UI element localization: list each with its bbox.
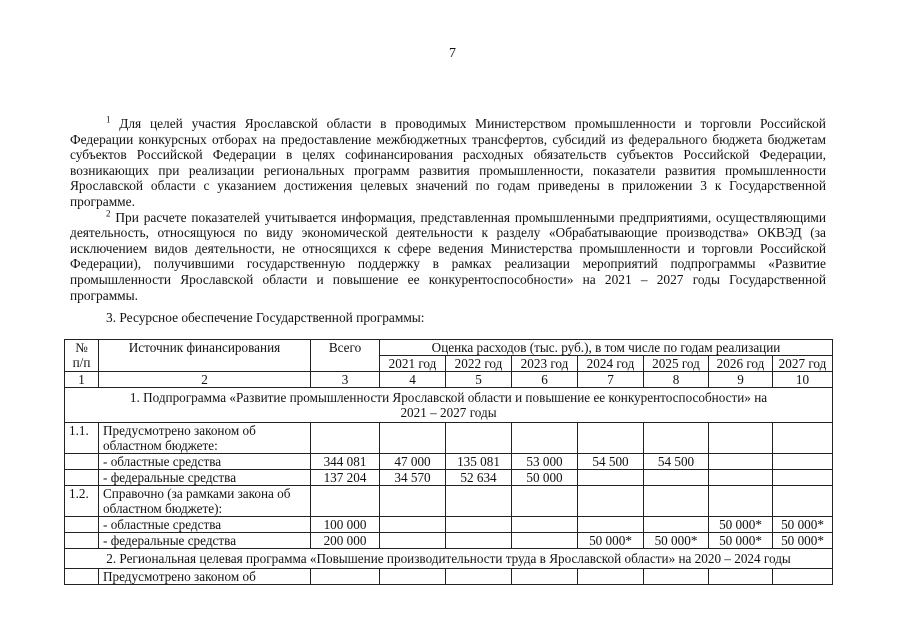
row-1-2-regional-value <box>578 517 644 533</box>
row-1-1-regional-value <box>773 454 833 470</box>
row-1-1-regional <box>65 454 833 470</box>
header-num: № п/п <box>65 340 99 372</box>
header-year: 2027 год <box>773 356 833 372</box>
empty-cell <box>311 423 380 454</box>
empty-cell <box>709 486 773 517</box>
empty-cell <box>512 486 578 517</box>
column-number: 4 <box>380 372 446 388</box>
row-1-1-label-text: Предусмотрено законом об областном бюджете: <box>99 423 311 454</box>
row-1-2-regional-value: 50 000* <box>773 517 833 533</box>
footnote-1-text: Для целей участия Ярославской области в проводимых Министерством промышленности и торговли Российской Федерации конкурсных отборах на предоставление межбюджетных трансфертов, субсидий из федерального бюджета бюджетам субъектов Российской Федерации в целях софинансирования расходных обязательств субъектов Российской Федерации, возникающих при реализации региональных программ развития промышленности, показатели развития промышленности Ярославской области с указанием достижения целевых значений по годам приведены в приложении 3 к Государственной программе. <box>70 116 826 209</box>
row-1-2-federal-total: 200 000 <box>311 533 380 549</box>
row-1-2-federal-value: 50 000* <box>644 533 709 549</box>
empty-cell <box>644 569 709 585</box>
header-estimate: Оценка расходов (тыс. руб.), в том числе по годам реализации <box>380 340 833 356</box>
row-1-1-federal-total: 137 204 <box>311 470 380 486</box>
empty-cell <box>380 486 446 517</box>
row-1-2-federal-value <box>446 533 512 549</box>
row-1-2-federal-value: 50 000* <box>773 533 833 549</box>
header-row-1 <box>65 340 833 356</box>
row-1-2-num: 1.2. <box>65 486 99 517</box>
footnote-2 <box>70 210 826 304</box>
empty-cell <box>709 423 773 454</box>
row-1-1-federal-value <box>578 470 644 486</box>
empty-cell <box>773 486 833 517</box>
row-1-1-regional-value: 53 000 <box>512 454 578 470</box>
row-1-1-regional-value: 54 500 <box>644 454 709 470</box>
header-year: 2021 год <box>380 356 446 372</box>
header-year: 2026 год <box>709 356 773 372</box>
empty-cell <box>65 454 99 470</box>
row-1-2-regional <box>65 517 833 533</box>
subprogram-1-title-row <box>65 388 833 423</box>
row-1-2-federal-value: 50 000* <box>578 533 644 549</box>
column-number: 9 <box>709 372 773 388</box>
row-1-1-federal-value: 52 634 <box>446 470 512 486</box>
empty-cell <box>65 533 99 549</box>
header-year: 2025 год <box>644 356 709 372</box>
footnote-1 <box>70 116 826 210</box>
program-2-title: 2. Региональная целевая программа «Повышение производительности труда в Ярославской области» на 2020 – 2024 годы <box>65 549 833 569</box>
column-number: 5 <box>446 372 512 388</box>
row-2-1-label-text: Предусмотрено законом об <box>99 569 311 585</box>
empty-cell <box>446 569 512 585</box>
footnote-1-mark: 1 <box>106 114 111 125</box>
subprogram-1-title: 1. Подпрограмма «Развитие промышленности Ярославской области и повышение ее конкурентоспособности» на 2021 – 2027 годы <box>65 388 833 423</box>
resource-table <box>64 339 833 585</box>
empty-cell <box>512 569 578 585</box>
row-1-1-federal-value: 50 000 <box>512 470 578 486</box>
program-2-title-row <box>65 549 833 569</box>
header-year: 2023 год <box>512 356 578 372</box>
row-1-1-federal <box>65 470 833 486</box>
empty-cell <box>65 569 99 585</box>
column-number: 3 <box>311 372 380 388</box>
column-number: 6 <box>512 372 578 388</box>
column-number-row <box>65 372 833 388</box>
row-1-2-federal-label: - федеральные средства <box>99 533 311 549</box>
row-1-2-federal-value <box>380 533 446 549</box>
row-1-2-label-text: Справочно (за рамками закона об областном бюджете): <box>99 486 311 517</box>
row-1-1-regional-label: - областные средства <box>99 454 311 470</box>
row-1-1-regional-value: 47 000 <box>380 454 446 470</box>
row-1-1-num: 1.1. <box>65 423 99 454</box>
column-number: 8 <box>644 372 709 388</box>
footnotes <box>70 116 826 303</box>
row-1-1-federal-value <box>773 470 833 486</box>
column-number: 2 <box>99 372 311 388</box>
empty-cell <box>578 486 644 517</box>
row-1-2-regional-value <box>446 517 512 533</box>
row-1-2-regional-value <box>512 517 578 533</box>
row-1-1-federal-value <box>644 470 709 486</box>
header-source: Источник финансирования <box>99 340 311 372</box>
header-year: 2022 год <box>446 356 512 372</box>
empty-cell <box>446 486 512 517</box>
column-number: 10 <box>773 372 833 388</box>
empty-cell <box>644 486 709 517</box>
empty-cell <box>578 569 644 585</box>
column-number: 1 <box>65 372 99 388</box>
row-1-2-federal-value: 50 000* <box>709 533 773 549</box>
page-number: 7 <box>449 46 456 61</box>
row-1-2-regional-total: 100 000 <box>311 517 380 533</box>
row-1-1-regional-value: 135 081 <box>446 454 512 470</box>
row-1-2-regional-value <box>644 517 709 533</box>
row-1-1-federal-value: 34 570 <box>380 470 446 486</box>
row-2-1-label <box>65 569 833 585</box>
empty-cell <box>311 486 380 517</box>
row-1-1-regional-value <box>709 454 773 470</box>
header-total: Всего <box>311 340 380 372</box>
row-1-2-label <box>65 486 833 517</box>
empty-cell <box>380 569 446 585</box>
row-1-2-regional-value <box>380 517 446 533</box>
section-title: 3. Ресурсное обеспечение Государственной программы: <box>106 310 425 325</box>
row-1-1-regional-value: 54 500 <box>578 454 644 470</box>
empty-cell <box>311 569 380 585</box>
empty-cell <box>380 423 446 454</box>
row-1-1-federal-label: - федеральные средства <box>99 470 311 486</box>
header-year: 2024 год <box>578 356 644 372</box>
footnote-2-text: При расчете показателей учитывается информация, представленная промышленными предприятиями, осуществляющими деятельность, относящуюся по виду экономической деятельности к разделу «Обрабатывающие производства» ОКВЭД (за исключением видов деятельности, не относящихся к сфере ведения Министерства промышленности и торговли Российской Федерации), получившими государственную поддержку в рамках реализации мероприятий подпрограммы «Развитие промышленности Ярославской области и повышение ее конкурентоспособности» на 2021 – 2027 годы Государственной программы. <box>70 209 826 303</box>
footnote-2-mark: 2 <box>106 208 111 219</box>
empty-cell <box>65 517 99 533</box>
row-1-1-label <box>65 423 833 454</box>
empty-cell <box>644 423 709 454</box>
empty-cell <box>578 423 644 454</box>
row-1-1-federal-value <box>709 470 773 486</box>
empty-cell <box>773 569 833 585</box>
row-1-1-regional-total: 344 081 <box>311 454 380 470</box>
empty-cell <box>446 423 512 454</box>
empty-cell <box>65 470 99 486</box>
column-number: 7 <box>578 372 644 388</box>
row-1-2-federal-value <box>512 533 578 549</box>
row-1-2-federal <box>65 533 833 549</box>
empty-cell <box>773 423 833 454</box>
empty-cell <box>512 423 578 454</box>
empty-cell <box>709 569 773 585</box>
row-1-2-regional-label: - областные средства <box>99 517 311 533</box>
row-1-2-regional-value: 50 000* <box>709 517 773 533</box>
